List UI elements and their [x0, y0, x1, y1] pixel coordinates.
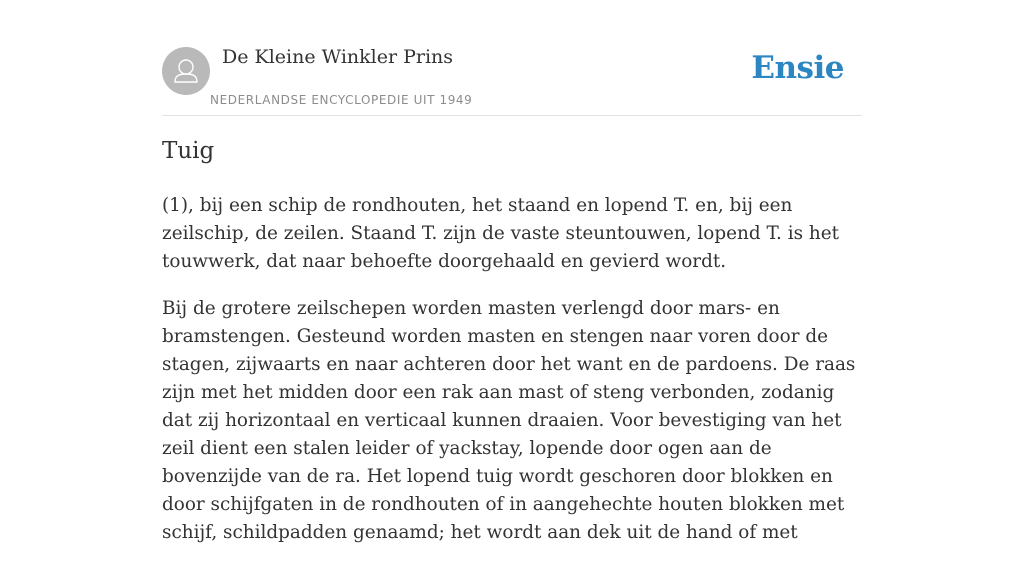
brand-logo[interactable]: Ensie	[751, 50, 844, 86]
source-title[interactable]: De Kleine Winkler Prins	[222, 46, 454, 68]
source-header	[162, 46, 862, 116]
user-icon	[162, 47, 210, 95]
source-subtitle: NEDERLANDSE ENCYCLOPEDIE UIT 1949	[210, 93, 473, 107]
paragraph: (1), bij een schip de rondhouten, het staand en lopend T. en, bij een zeilschip, de zeilen. Staand T. zijn de vaste steuntouwen, lopend T. is het touwwerk, dat naar behoefte doorgehaald en gevierd wordt.	[162, 195, 840, 272]
article-body	[162, 192, 868, 566]
author-avatar[interactable]	[162, 47, 210, 95]
paragraph: Bij de grotere zeilschepen worden masten verlengd door mars- en bramstengen. Gesteund worden masten en stengen naar voren door de stagen, zijwaarts en naar achteren door het want en de pardoens. De raas zijn met het midden door een rak aan mast of steng verbonden, zodanig dat zij horizontaal en verticaal kunnen draaien. Voor bevestiging van het zeil dient een stalen leider of yackstay, lopende door ogen aan de bovenzijde van de ra. Het lopend tuig wordt geschoren door blokken en door schijfgaten in de rondhouten of in aangehechte houten blokken met schijf, schildpadden genaamd; het wordt aan dek uit de hand of met	[162, 298, 856, 543]
article-title: Tuig	[162, 138, 215, 164]
